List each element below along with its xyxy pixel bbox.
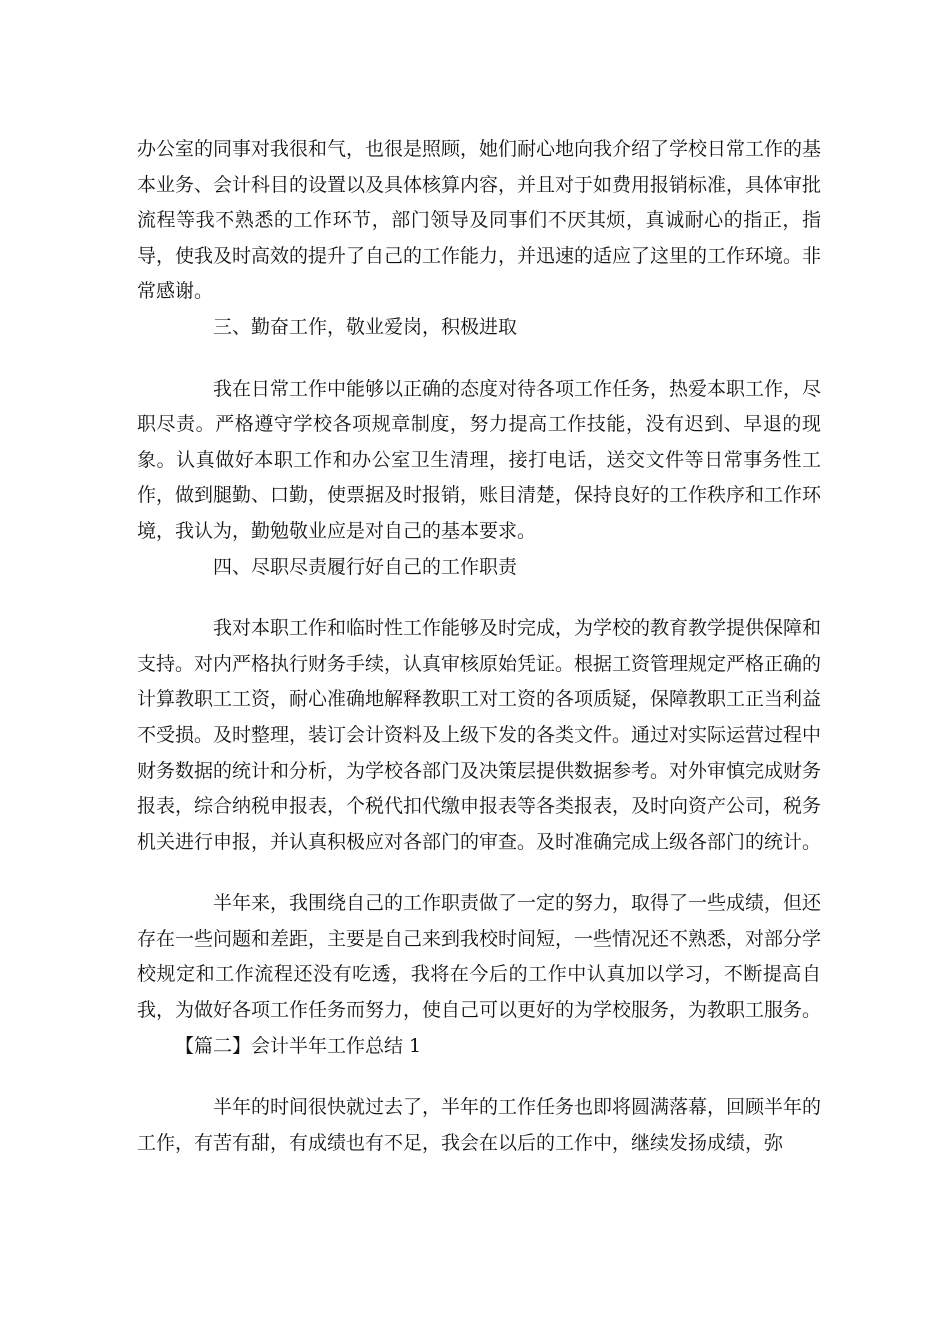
paragraph-part-two-intro: 半年的时间很快就过去了，半年的工作任务也即将圆满落幕，回顾半年的工作，有苦有甜，有成绩也有不足，我会在以后的工作中，继续发扬成绩，弥	[137, 1096, 822, 1154]
paragraph-office-colleagues: 办公室的同事对我很和气，也很是照顾，她们耐心地向我介绍了学校日常工作的基本业务、会计科目的设置以及具体核算内容，并且对于如费用报销标准，具体审批流程等我不熟悉的工作环节，部门领导及同事们不厌其烦，真诚耐心的指正，指导，使我及时高效的提升了自己的工作能力，并迅速的适应了这里的工作环境。非常感谢。	[137, 138, 822, 303]
heading-section-three: 三、勤奋工作，敬业爱岗，积极进取	[213, 315, 518, 338]
paragraph-diligent-work: 我在日常工作中能够以正确的态度对待各项工作任务，热爱本职工作，尽职尽责。严格遵守学校各项规章制度，努力提高工作技能，没有迟到、早退的现象。认真做好本职工作和办公室卫生清理，接打电话，送交文件等日常事务性工作，做到腿勤、口勤，使票据及时报销，账目清楚，保持良好的工作秩序和工作环境，我认为，勤勉敬业应是对自己的基本要求。	[137, 377, 822, 542]
paragraph-half-year-summary: 半年来，我围绕自己的工作职责做了一定的努力，取得了一些成绩，但还存在一些问题和差距，主要是自己来到我校时间短，一些情况还不熟悉，对部分学校规定和工作流程还没有吃透，我将在今后的工作中认真加以学习，不断提高自我，为做好各项工作任务而努力，使自己可以更好的为学校服务，为教职工服务。	[137, 892, 822, 1022]
paragraph-job-duties: 我对本职工作和临时性工作能够及时完成，为学校的教育教学提供保障和支持。对内严格执行财务手续，认真审核原始凭证。根据工资管理规定严格正确的计算教职工工资，耐心准确地解释教职工对工资的各项质疑，保障教职工正当利益不受损。及时整理，装订会计资料及上级下发的各类文件。通过对实际运营过程中财务数据的统计和分析，为学校各部门及决策层提供数据参考。对外审慎完成财务报表，综合纳税申报表，个税代扣代缴申报表等各类报表，及时向资产公司，税务机关进行申报，并认真积极应对各部门的审查。及时准确完成上级各部门的统计。	[137, 617, 822, 853]
section-title-part-two: 【篇二】会计半年工作总结 1	[175, 1034, 422, 1057]
document-body	[137, 132, 821, 1161]
heading-section-four: 四、尽职尽责履行好自己的工作职责	[213, 555, 518, 578]
